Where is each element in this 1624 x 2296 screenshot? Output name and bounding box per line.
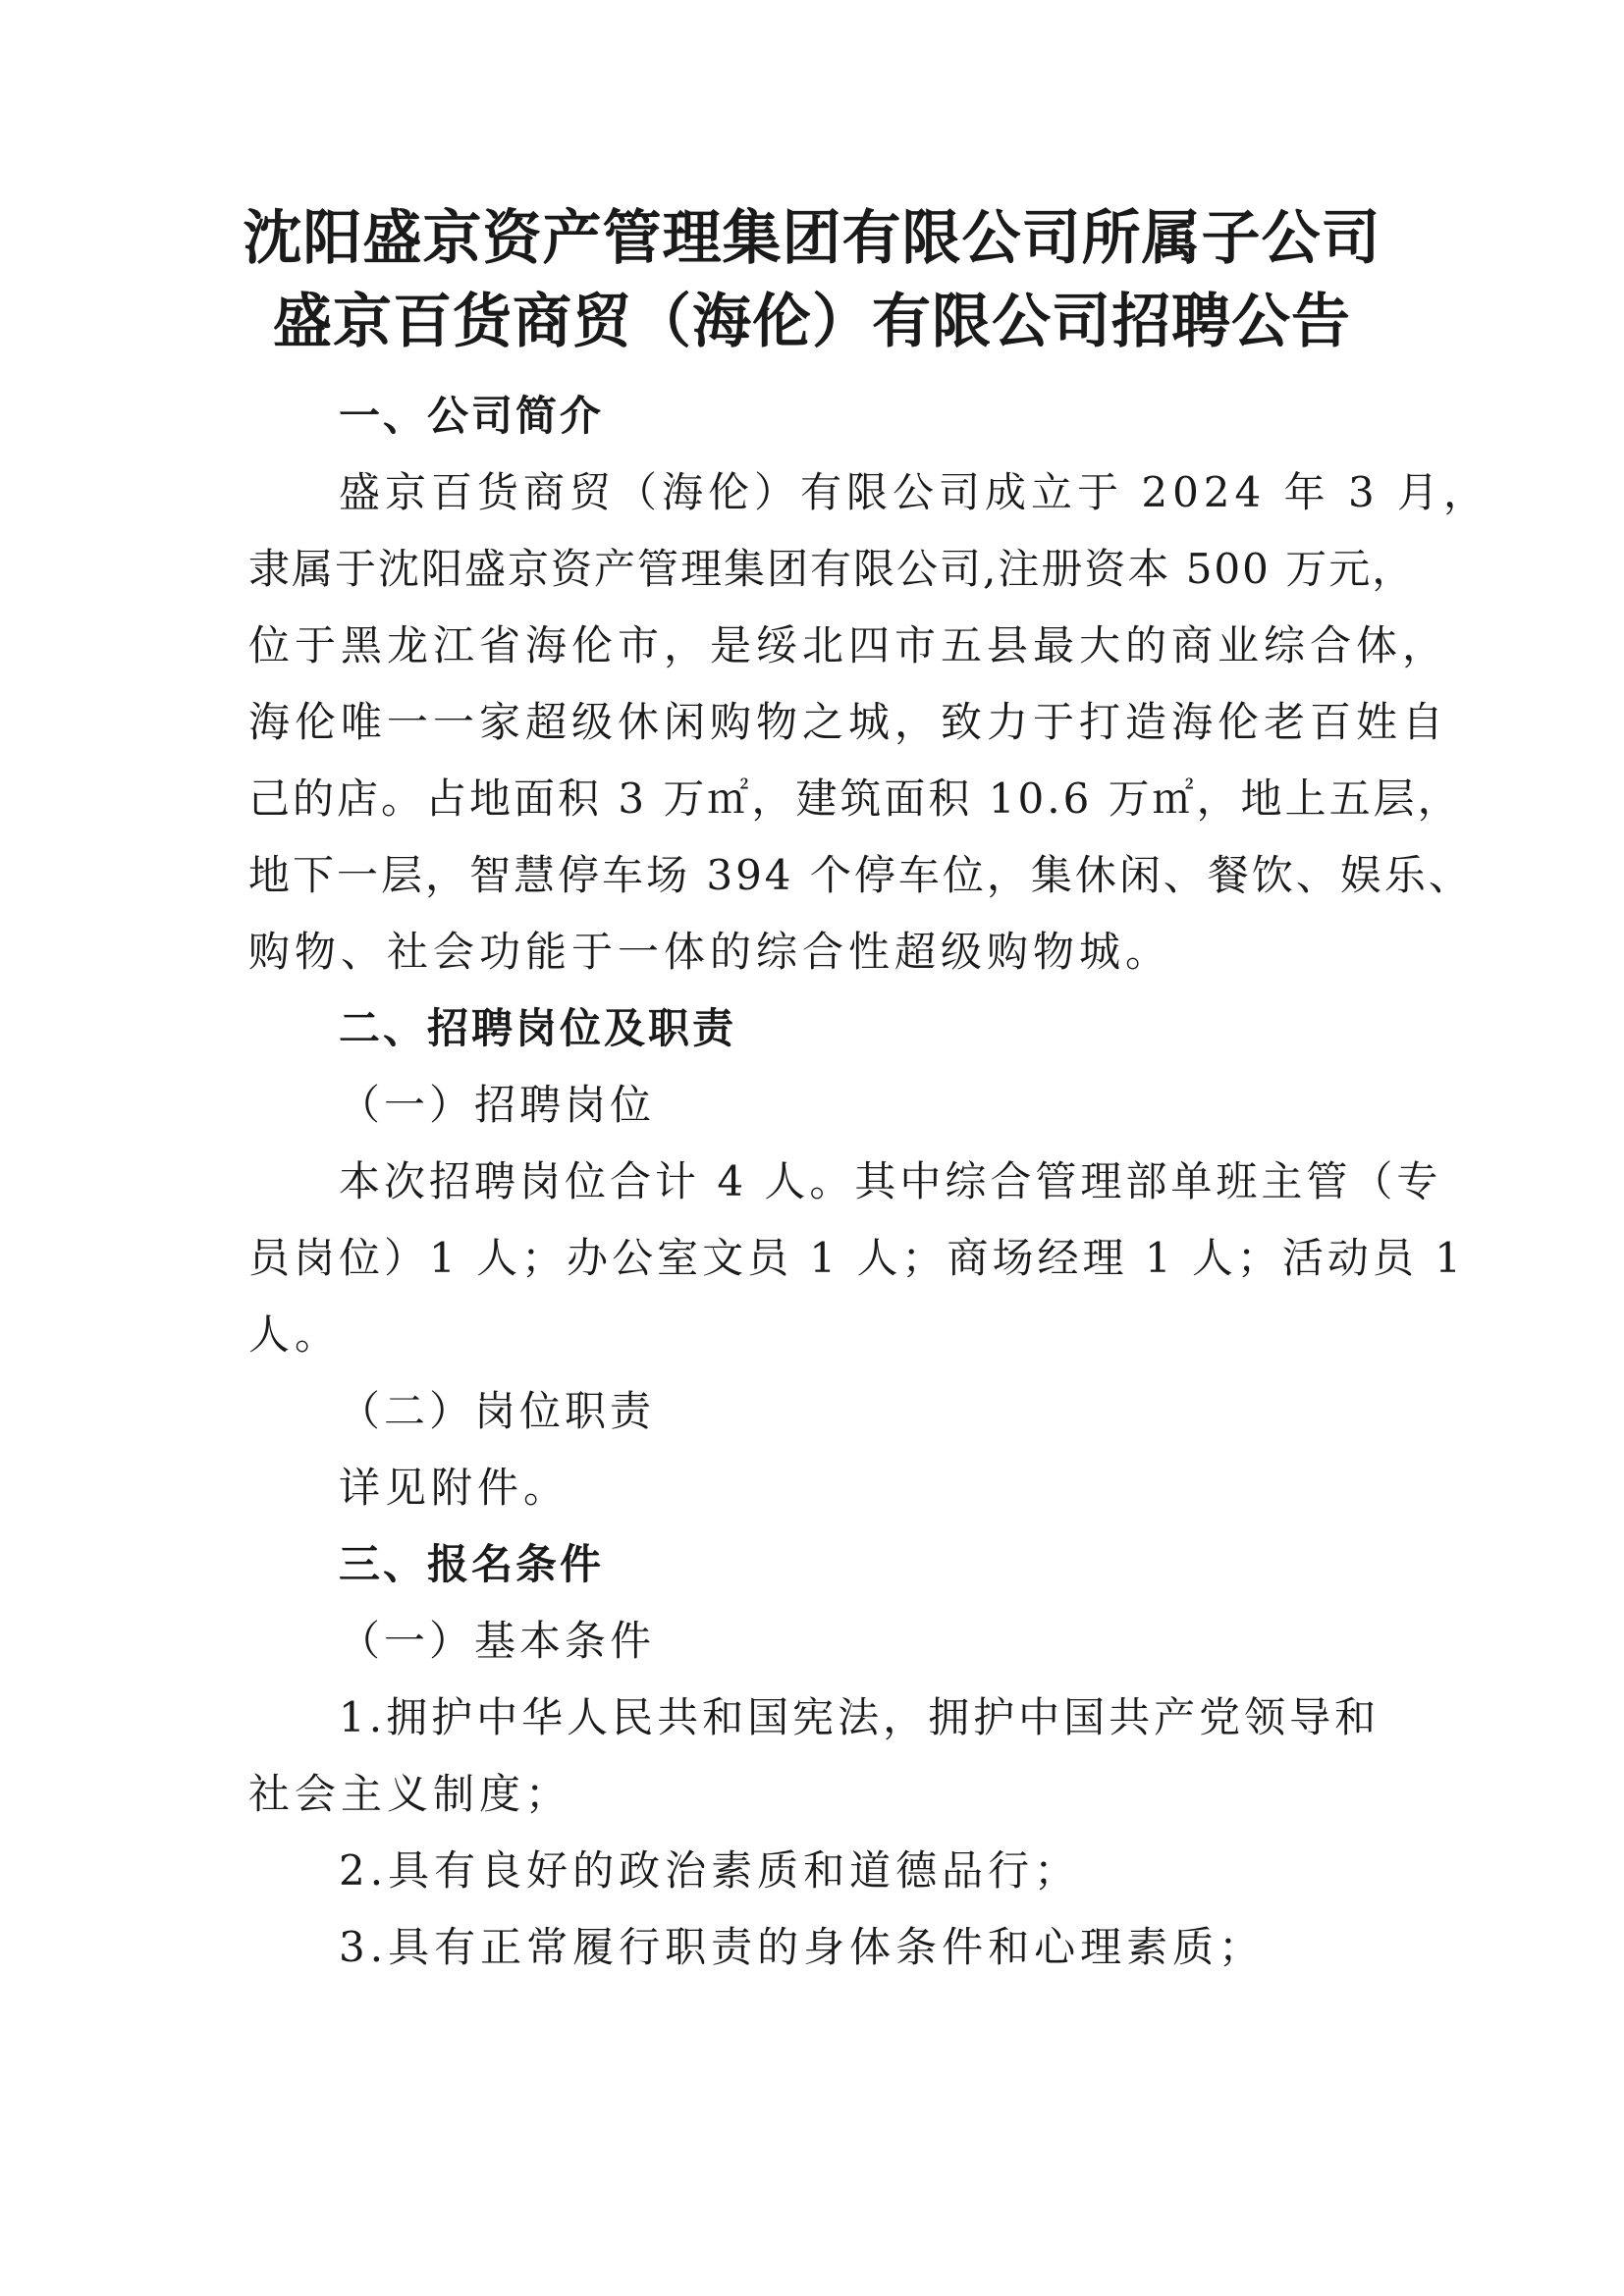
paragraph-line: 盛京百货商贸（海伦）有限公司成立于 2024 年 3 月， — [339, 468, 1490, 516]
paragraph-line: 地下一层，智慧停车场 394 个停车位，集休闲、餐饮、娱乐、 — [248, 851, 1473, 899]
paragraph-line: 员岗位）1 人；办公室文员 1 人；商场经理 1 人；活动员 1 — [248, 1234, 1465, 1282]
paragraph-line: 人。 — [248, 1310, 342, 1359]
paragraph-line: 隶属于沈阳盛京资产管理集团有限公司,注册资本 500 万元， — [248, 545, 1416, 593]
paragraph-line: 社会主义制度； — [248, 1770, 572, 1818]
paragraph-line: 3.具有正常履行职责的身体条件和心理素质； — [339, 1923, 1266, 1971]
section-heading-positions: 二、招聘岗位及职责 — [339, 1004, 737, 1052]
document-title-line-1: 沈阳盛京资产管理集团有限公司所属子公司 — [243, 204, 1381, 273]
section-heading-requirements: 三、报名条件 — [339, 1540, 605, 1588]
subsection-heading-positions: （一）招聘岗位 — [339, 1081, 656, 1129]
paragraph-line: 详见附件。 — [339, 1464, 570, 1512]
document-title-line-2: 盛京百货商贸（海伦）有限公司招聘公告 — [273, 288, 1351, 356]
paragraph-line: 2.具有良好的政治素质和道德品行； — [339, 1846, 1081, 1895]
subsection-heading-duties: （二）岗位职责 — [339, 1387, 656, 1435]
paragraph-line: 1.拥护中华人民共和国宪法，拥护中国共产党领导和 — [339, 1693, 1380, 1741]
paragraph-line: 位于黑龙江省海伦市，是绥北四市五县最大的商业综合体， — [248, 621, 1449, 669]
paragraph-line: 海伦唯一一家超级休闲购物之城，致力于打造海伦老百姓自 — [248, 698, 1449, 746]
paragraph-line: 购物、社会功能于一体的综合性超级购物城。 — [248, 928, 1172, 976]
paragraph-line: 己的店。占地面积 3 万㎡，建筑面积 10.6 万㎡，地上五层， — [248, 774, 1462, 823]
subsection-heading-basic-conditions: （一）基本条件 — [339, 1617, 656, 1665]
paragraph-line: 本次招聘岗位合计 4 人。其中综合管理部单班主管（专 — [339, 1157, 1442, 1205]
section-heading-company-intro: 一、公司简介 — [339, 392, 605, 440]
